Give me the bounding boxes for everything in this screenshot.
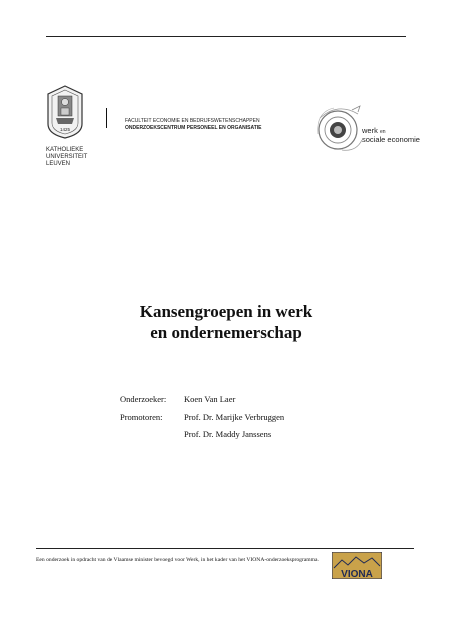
report-title	[0, 301, 452, 343]
ku-leuven-seal-logo	[44, 84, 86, 140]
credits-block	[120, 391, 284, 444]
report-title-line-2: en ondernemerschap	[150, 323, 302, 342]
promoters-label: Promotoren:	[120, 411, 163, 422]
partner-name-line-1: werk	[362, 126, 378, 135]
svg-text:1425: 1425	[59, 127, 71, 132]
viona-logo	[332, 552, 382, 579]
promoters-label-spacer	[120, 426, 184, 444]
faculty-block	[125, 118, 262, 131]
researcher-label: Onderzoeker:	[120, 394, 167, 404]
svg-text:VIONA: VIONA	[341, 569, 373, 579]
partner-name-line-2: sociale economie	[362, 135, 420, 144]
faculty-name: FACULTEIT ECONOMIE EN BEDRIJFSWETENSCHAPPEN	[125, 118, 260, 124]
report-title-line-1: Kansengroepen in werk	[139, 302, 313, 321]
university-line-2: UNIVERSITEIT	[46, 154, 88, 160]
commission-note: Een onderzoek in opdracht van de Vlaamse minister bevoegd voor Werk, in het kader van het VIONA-onderzoeksprogramma.	[36, 557, 319, 563]
promoters-row	[120, 409, 284, 427]
promoter-name-1: Prof. Dr. Marijke Verbruggen	[184, 411, 285, 422]
university-name	[46, 147, 87, 168]
research-centre-name: ONDERZOEKSCENTRUM PERSONEEL EN ORGANISATIE	[125, 124, 262, 131]
promoter-name-2: Prof. Dr. Maddy Janssens	[184, 429, 272, 439]
partner-name	[362, 127, 420, 144]
promoters-row-2	[120, 426, 284, 444]
researcher-row	[120, 391, 284, 409]
university-line-3: LEUVEN	[46, 161, 71, 167]
partner-name-conjunction: en	[379, 129, 386, 135]
researcher-name: Koen Van Laer	[184, 394, 236, 404]
top-rule	[46, 36, 406, 37]
header-divider	[106, 108, 107, 128]
university-line-1: KATHOLIEKE	[46, 147, 84, 153]
footer-rule	[36, 548, 414, 549]
